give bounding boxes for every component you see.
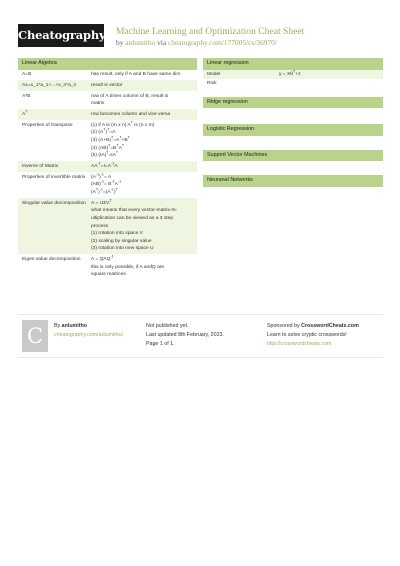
table-row <box>18 70 197 81</box>
row-key: Singular value decomposition <box>22 200 86 206</box>
footer-author-name[interactable]: anlumitho <box>61 323 87 329</box>
section-heading-linear-algebra: Linear Algebra <box>18 58 197 70</box>
row-value-line: $(AB)^{-1}= B^{-1}A^{-1}$ <box>91 179 122 188</box>
row-value-line: ultiplication can be viewed as a 3 step <box>91 215 174 221</box>
table-row <box>18 91 197 109</box>
row-key: Inverse of Matrix <box>22 163 59 169</box>
publish-status: Not published yet. <box>146 323 189 329</box>
row-value-line: (2) $(A^T)^T=A$ <box>91 127 116 136</box>
footer-sponsor: Sponsored by CrosswordCheats.com Learn to solve cryptic crosswords! http://crosswordcheats.com <box>267 323 359 347</box>
row-value-line: (3) $(A+B)^T=A^T+B^T$ <box>91 135 130 143</box>
row-value: $AA^{-1}=I=A^{-1}A$ <box>91 161 118 169</box>
row-value <box>88 198 197 254</box>
footer-author-url[interactable]: cheatography.com/anlumitho/ <box>54 332 124 338</box>
left-column <box>18 58 197 280</box>
row-key: A=B <box>22 72 32 78</box>
row-value-line: (5) $(tA)^T=tA^T$ <box>91 150 119 159</box>
row-value <box>88 120 197 161</box>
row-value-line: process <box>91 223 109 229</box>
row-value-line: square matrices <box>91 272 126 278</box>
footer <box>18 314 383 358</box>
table-row <box>18 109 197 120</box>
table-row <box>203 70 383 80</box>
linear-algebra-table <box>18 70 197 281</box>
section-heading-neural-networks: Neuranal Networks <box>203 175 383 187</box>
table-row <box>203 79 383 89</box>
row-value: row becomes column and vice versa <box>91 112 171 118</box>
row-value <box>88 254 197 280</box>
last-updated: Last updated 8th February, 2023. <box>146 332 224 338</box>
row-value <box>88 91 197 109</box>
cheatography-c-logo: C <box>22 320 48 352</box>
row-key: Model <box>207 71 221 77</box>
row-key: Properties of transpose <box>22 122 73 128</box>
section-heading-linear-regression: Linear regression <box>203 58 383 70</box>
row-value-line: $(A^T)^{-1}=(A^{-1})^T$ <box>91 187 118 195</box>
footer-author: By anlumitho cheatography.com/anlumitho/ <box>54 323 124 338</box>
row-value-line: this is only possible, if A andQ are <box>91 264 165 270</box>
row-value: has result, only if A and B have same dim <box>91 72 181 78</box>
row-value: result is vector <box>91 82 123 88</box>
row-key: Ax=x_1*a_1+...+x_n*a_n <box>22 82 77 88</box>
row-value-line: what means that every vector-matrix-m- <box>91 208 178 214</box>
row-value-line: $(A^{-1})^{-1}= A$ <box>91 172 112 180</box>
row-value-line: (2) scaling by singular value <box>91 238 152 244</box>
row-key: A*B <box>22 93 31 99</box>
table-row <box>18 120 197 161</box>
row-key: $A^T$ <box>22 109 28 118</box>
table-row <box>18 161 197 172</box>
row-key: Properties of invertible matrix <box>22 174 86 180</box>
row-value-line: row of A times column of B, result is <box>91 93 169 99</box>
cheatography-logo[interactable]: Cheatography <box>18 24 104 47</box>
row-key: Risk <box>207 81 217 86</box>
page-count: Page 1 of 1. <box>146 341 175 347</box>
row-value-line: (1) rotation into space V <box>91 231 143 237</box>
section-heading-logistic-regression: Logistic Regression <box>203 124 383 136</box>
sponsor-tagline: Learn to solve cryptic crosswords! <box>267 332 347 338</box>
row-key: Eigen value decomposition <box>22 257 81 263</box>
row-value-line: (3) rotation into new space U <box>91 246 154 252</box>
row-value-line: $A = Q\Lambda Q^{-1}$ <box>91 254 114 263</box>
footer-status <box>146 322 224 349</box>
byline <box>116 38 277 47</box>
author-link[interactable]: anlumitho <box>125 38 156 47</box>
row-value-line: matrix <box>91 101 105 107</box>
table-row <box>18 80 197 91</box>
right-column <box>203 58 383 187</box>
header <box>0 0 400 50</box>
row-value <box>88 172 197 198</box>
table-row <box>18 172 197 198</box>
row-value-line: (4) $(AB)^T=B^TA^T$ <box>91 142 125 151</box>
row-value-line: (1) if A is (m x n) $A^T$ is (n x m) <box>91 120 155 128</box>
page-title[interactable]: Machine Learning and Optimization Cheat Sheet <box>116 26 305 37</box>
table-row <box>18 254 197 280</box>
via-label: via <box>157 38 167 47</box>
by-label: by <box>116 38 124 47</box>
table-row <box>18 198 197 254</box>
row-value: $y = X\theta^T+z$ <box>279 68 301 77</box>
section-heading-ridge-regression: Ridge regression <box>203 97 383 109</box>
row-value-line: $A = U\Sigma V^T$ <box>91 198 112 206</box>
section-heading-support-vector-machines: Support Vector Machines <box>203 150 383 162</box>
sponsor-url[interactable]: http://crosswordcheats.com <box>267 341 332 347</box>
sponsor-name[interactable]: CrosswordCheats.com <box>301 323 359 329</box>
sheet-url-link[interactable]: cheatography.com/177005/cs/36970/ <box>167 38 277 47</box>
